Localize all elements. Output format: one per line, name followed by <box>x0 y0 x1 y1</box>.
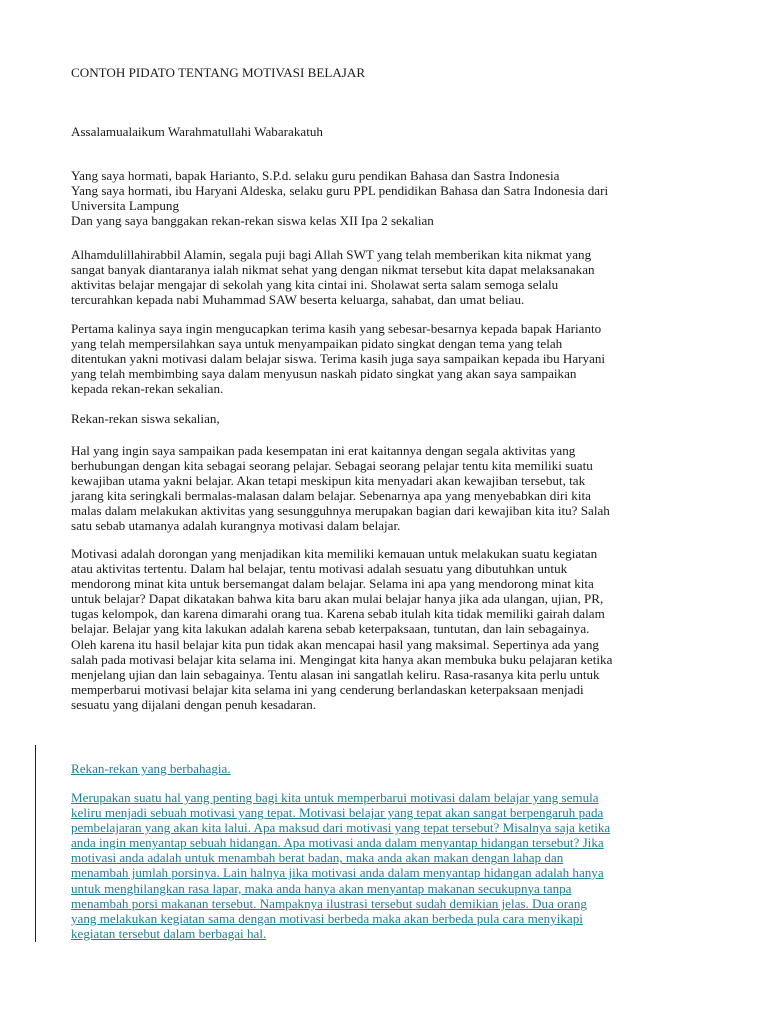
paragraph-thanks <box>71 321 703 396</box>
link-line[interactable]: anda ingin menyantap sebuah hidangan. Apa motivasi anda dalam menyantap hidangan tersebut? Jika <box>71 835 604 851</box>
text-line: satu sebab utamanya adalah kurangnya motivasi dalam belajar. <box>71 518 401 534</box>
text-line: ditentukan yakni motivasi dalam belajar siswa. Terima kasih juga saya sampaikan kepada ibu Haryani <box>71 351 606 367</box>
document-title: CONTOH PIDATO TENTANG MOTIVASI BELAJAR <box>71 65 366 80</box>
paragraph-link-block[interactable] <box>71 790 703 941</box>
text-line: menjelang ujian dan lain sebagainya. Tentu alasan ini sangatlah keliru. Rasa-rasanya kita perlu untuk <box>71 666 600 682</box>
text-line: kewajiban utama yakni belajar. Akan tetapi meskipun kita menyadari akan kewajiban tersebut, tak <box>71 473 586 489</box>
paragraph-motivation <box>71 546 703 712</box>
link-line[interactable]: untuk menghilangkan rasa lapar, maka anda hanya akan menyantap makanan secukupnya tanpa <box>71 880 572 896</box>
text-line: Motivasi adalah dorongan yang menjadikan kita memiliki kemauan untuk melakukan suatu kegiatan <box>71 546 598 561</box>
paragraph-opening <box>71 247 703 307</box>
text-line: mendorong minat kita untuk bersemangat dalam belajar. Selama ini apa yang mendorong minat kita <box>71 576 594 592</box>
link-line[interactable]: yang melakukan kegiatan sama dengan motivasi berbeda maka akan berbeda pula cara menyikapi <box>71 910 583 926</box>
text-line: Universita Lampung <box>71 198 179 214</box>
text-line: Hal yang ingin saya sampaikan pada kesempatan ini erat kaitannya dengan segala aktivitas yang <box>71 443 576 458</box>
text-line: untuk belajar? Dapat dikatakan bahwa kita baru akan mulai belajar hanya jika ada ulangan, ujian, PR, <box>71 591 604 607</box>
text-line: malas dalam melakukan aktivitas yang sesungguhnya merupakan bagian dari kewajiban kita itu? Salah <box>71 503 610 519</box>
link-line[interactable]: menambah porsi makanan tersebut. Nampaknya ilustrasi tersebut sudah demikian jelas. Dua orang <box>71 895 587 911</box>
greeting: Assalamualaikum Warahmatullahi Wabarakatuh <box>71 124 323 139</box>
link-line[interactable]: menambah jumlah porsinya. Lain halnya jika motivasi anda dalam menyantap hidangan adalah hanya <box>71 865 604 881</box>
link-line[interactable]: keliru menjadi sebuah motivasi yang tepat. Motivasi belajar yang tepat akan sangat berpengaruh pada <box>71 805 604 821</box>
text-line: Alhamdulillahirabbil Alamin, segala puji bagi Allah SWT yang telah memberikan kita nikmat yang <box>71 247 592 262</box>
text-line: sangat banyak diantaranya ialah nikmat sehat yang dengan nikmat tersebut kita dapat melaksanakan <box>71 262 595 278</box>
text-line: Yang saya hormati, bapak Harianto, S.P.d. selaku guru pendikan Bahasa dan Sastra Indonesia <box>71 168 560 183</box>
text-line: sesuatu yang dijalani dengan penuh kesadaran. <box>71 696 317 712</box>
text-line: yang telah mempersilahkan saya untuk menyampaikan pidato singkat dengan tema yang telah <box>71 336 563 352</box>
text-line: berhubungan dengan kita sebagai seorang pelajar. Sebagai seorang pelajar tentu kita memiliki suatu <box>71 458 593 474</box>
text-line: Oleh karena itu hasil belajar kita pun tidak akan mencapai hasil yang maksimal. Sepertinya ada yang <box>71 636 599 652</box>
text-line: salah pada motivasi belajar kita selama ini. Mengingat kita hanya akan membuka buku pelajaran ketika <box>71 651 613 667</box>
salutations <box>71 168 703 228</box>
text-line: aktivitas belajar mengajar di sekolah yang kita cintai ini. Sholawat serta salam semoga selalu <box>71 277 559 293</box>
link-line[interactable]: kegiatan tersebut dalam berbagai hal. <box>71 925 267 941</box>
link-line[interactable]: motivasi anda adalah untuk menambah berat badan, maka anda akan makan dengan lahap dan <box>71 850 564 866</box>
text-line: jarang kita seringkali bermalas-malasan dalam belajar. Sebenarnya apa yang menyebabkan diri kita <box>71 488 591 504</box>
link-line[interactable]: Merupakan suatu hal yang penting bagi kita untuk memperbarui motivasi dalam belajar yang semula <box>71 790 599 805</box>
text-line: Yang saya hormati, ibu Haryani Aldeska, selaku guru PPL pendidikan Bahasa dan Satra Indonesia dari <box>71 183 609 199</box>
text-line: tercurahkan kepada nabi Muhammad SAW beserta keluarga, sahabat, dan umat beliau. <box>71 292 525 308</box>
text-line: kepada rekan-rekan sekalian. <box>71 381 224 397</box>
link-line[interactable]: pembelajaran yang akan kita lalui. Apa maksud dari motivasi yang tepat tersebut? Misalnya saja ketika <box>71 820 611 836</box>
paragraph-duty <box>71 443 703 534</box>
text-line: yang telah membimbing saya dalam menyusun naskah pidato singkat yang akan saya sampaikan <box>71 366 577 382</box>
text-line: Dan yang saya banggakan rekan-rekan siswa kelas XII Ipa 2 sekalian <box>71 213 434 229</box>
text-line: memperbarui motivasi belajar kita selama ini yang cenderung berlandaskan keterpaksaan menjadi <box>71 681 584 697</box>
text-line: atau aktivitas tertentu. Dalam hal belajar, tentu motivasi adalah sesuatu yang dibutuhkan untuk <box>71 561 568 577</box>
margin-change-bar <box>35 745 36 942</box>
text-line: tugas kelompok, dan karena dimarahi orang tua. Karena sebab itulah kita tidak memiliki gairah dalam <box>71 606 605 622</box>
address-students: Rekan-rekan siswa sekalian, <box>71 411 220 426</box>
address-link[interactable]: Rekan-rekan yang berbahagia. <box>71 761 231 776</box>
text-line: Pertama kalinya saya ingin mengucapkan terima kasih yang sebesar-besarnya kepada bapak Harianto <box>71 321 602 336</box>
text-line: belajar. Belajar yang kita lakukan adalah karena sebab keterpaksaan, tuntutan, dan lain sebagainya. <box>71 621 590 637</box>
